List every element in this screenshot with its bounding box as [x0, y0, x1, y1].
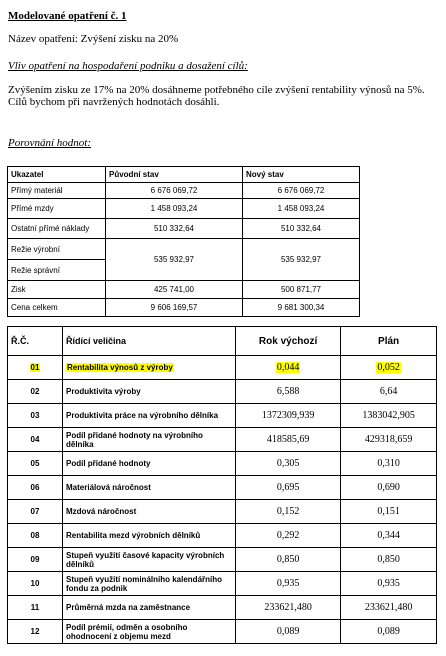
kpi-row-name [63, 356, 236, 380]
comparison-row [8, 199, 360, 219]
kpi-row-number: 08 [8, 524, 63, 548]
kpi-header-base-year: Rok výchozí [236, 327, 341, 356]
kpi-row-number: 02 [8, 380, 63, 404]
kpi-row-base: 6,588 [236, 380, 341, 404]
kpi-row-number: 06 [8, 476, 63, 500]
kpi-row-plan: 1383042,905 [341, 404, 437, 428]
comparison-new-value: 510 332,64 [243, 219, 360, 239]
kpi-row-base: 233621,480 [236, 596, 341, 620]
comparison-header-indicator: Ukazatel [8, 167, 106, 183]
kpi-row [8, 380, 437, 404]
kpi-row-name: Podíl prémií, odměn a osobního ohodnocení z objemu mezd [63, 620, 236, 644]
measure-name: Název opatření: Zvýšení zisku na 20% [8, 33, 179, 45]
kpi-header-number: Ř.Č. [8, 327, 63, 356]
kpi-row-name-highlight: Rentabilita výnosů z výroby [67, 363, 173, 372]
kpi-row-number: 12 [8, 620, 63, 644]
kpi-row-number: 09 [8, 548, 63, 572]
comparison-label: Zisk [8, 281, 106, 299]
kpi-row-plan: 0,690 [341, 476, 437, 500]
kpi-row-plan: 0,344 [341, 524, 437, 548]
comparison-row [8, 219, 360, 239]
comparison-original-value: 1 458 093,24 [106, 199, 243, 219]
kpi-row-name: Podíl přidané hodnoty [63, 452, 236, 476]
kpi-header-row [8, 327, 437, 356]
kpi-row-base: 0,850 [236, 548, 341, 572]
comparison-row [8, 183, 360, 199]
kpi-row [8, 452, 437, 476]
kpi-row [8, 428, 437, 452]
kpi-row-plan: 0,935 [341, 572, 437, 596]
comparison-original-value: 535 932,97 [106, 239, 243, 281]
kpi-row-number: 10 [8, 572, 63, 596]
comparison-new-value: 500 871,77 [243, 281, 360, 299]
kpi-row-name: Rentabilita mezd výrobních dělníků [63, 524, 236, 548]
kpi-row [8, 500, 437, 524]
kpi-header-name: Řídící veličina [63, 327, 236, 356]
comparison-label: Přímé mzdy [8, 199, 106, 219]
comparison-heading: Porovnání hodnot: [8, 137, 91, 149]
kpi-row [8, 572, 437, 596]
kpi-row-name: Stupeň využití nominálního kalendářního fondu za podnik [63, 572, 236, 596]
comparison-new-value: 9 681 300,34 [243, 299, 360, 317]
kpi-row-plan: 429318,659 [341, 428, 437, 452]
kpi-row-base: 0,292 [236, 524, 341, 548]
impact-text-line-1: Zvýšením zisku ze 17% na 20% dosáhneme potřebného cíle zvýšení rentability výnosů na 5%. [8, 84, 425, 96]
kpi-row [8, 620, 437, 644]
kpi-row-plan: 0,850 [341, 548, 437, 572]
kpi-row-base: 0,935 [236, 572, 341, 596]
kpi-row [8, 524, 437, 548]
kpi-header-plan: Plán [341, 327, 437, 356]
comparison-new-value: 1 458 093,24 [243, 199, 360, 219]
comparison-table [7, 166, 360, 317]
kpi-row-number: 05 [8, 452, 63, 476]
comparison-row [8, 281, 360, 299]
comparison-new-value: 6 676 069,72 [243, 183, 360, 199]
comparison-label: Režie výrobní [8, 239, 106, 260]
comparison-original-value: 510 332,64 [106, 219, 243, 239]
kpi-row-plan: 6,64 [341, 380, 437, 404]
comparison-label: Ostatní přímé náklady [8, 219, 106, 239]
kpi-row-number: 03 [8, 404, 63, 428]
kpi-row-base: 0,695 [236, 476, 341, 500]
comparison-label: Cena celkem [8, 299, 106, 317]
comparison-header-original: Původní stav [106, 167, 243, 183]
kpi-row-plan [341, 356, 437, 380]
impact-heading: Vliv opatření na hospodaření podniku a dosažení cílů: [8, 60, 248, 72]
comparison-original-value: 425 741,00 [106, 281, 243, 299]
comparison-original-value: 9 606 169,57 [106, 299, 243, 317]
kpi-row-base: 418585,69 [236, 428, 341, 452]
kpi-row-plan-highlight: 0,052 [377, 362, 400, 373]
comparison-row [8, 239, 360, 260]
kpi-row-base: 0,089 [236, 620, 341, 644]
document-title: Modelované opatření č. 1 [8, 10, 127, 22]
kpi-row-base-highlight: 0,044 [276, 362, 300, 373]
comparison-header-row [8, 167, 360, 183]
kpi-row-name: Produktivita výroby [63, 380, 236, 404]
kpi-row-number: 07 [8, 500, 63, 524]
kpi-row [8, 476, 437, 500]
comparison-row [8, 299, 360, 317]
impact-text-line-2: Cílů bychom při navržených hodnotách dosáhli. [8, 96, 220, 108]
kpi-row-name: Mzdová náročnost [63, 500, 236, 524]
kpi-row-plan: 0,310 [341, 452, 437, 476]
kpi-row-name: Podíl přidané hodnoty na výrobního dělníka [63, 428, 236, 452]
kpi-row-name: Průměrná mzda na zaměstnance [63, 596, 236, 620]
comparison-label: Přímý materiál [8, 183, 106, 199]
kpi-row-base: 0,305 [236, 452, 341, 476]
comparison-new-value: 535 932,97 [243, 239, 360, 281]
kpi-row-plan: 0,151 [341, 500, 437, 524]
kpi-row-base: 0,152 [236, 500, 341, 524]
kpi-row-plan: 233621,480 [341, 596, 437, 620]
kpi-row [8, 596, 437, 620]
kpi-row-number: 04 [8, 428, 63, 452]
comparison-label: Režie správní [8, 260, 106, 281]
kpi-row [8, 548, 437, 572]
kpi-row [8, 404, 437, 428]
kpi-row-plan: 0,089 [341, 620, 437, 644]
comparison-original-value: 6 676 069,72 [106, 183, 243, 199]
comparison-header-new: Nový stav [243, 167, 360, 183]
kpi-table [7, 326, 437, 644]
kpi-row-number-highlight: 01 [30, 363, 40, 372]
impact-text [8, 84, 440, 108]
kpi-row-name: Materiálová náročnost [63, 476, 236, 500]
kpi-row-number: 11 [8, 596, 63, 620]
kpi-row [8, 356, 437, 380]
kpi-row-base [236, 356, 341, 380]
kpi-row-name: Produktivita práce na výrobního dělníka [63, 404, 236, 428]
kpi-row-number [8, 356, 63, 380]
kpi-row-name: Stupeň využití časové kapacity výrobních dělníků [63, 548, 236, 572]
kpi-row-base: 1372309,939 [236, 404, 341, 428]
